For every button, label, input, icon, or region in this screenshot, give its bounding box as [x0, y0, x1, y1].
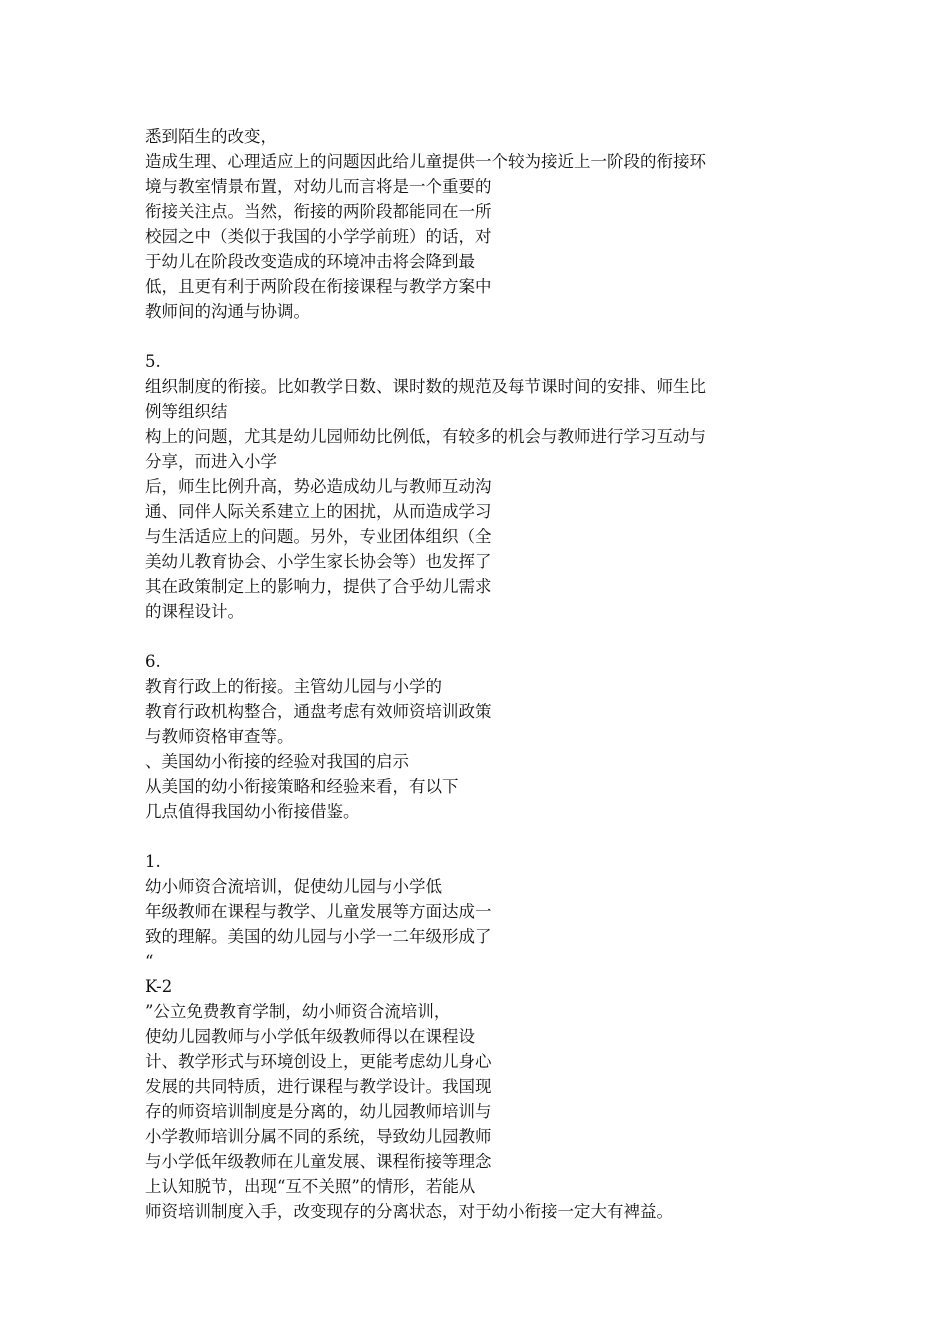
- text-line: 上认知脱节，出现“互不关照”的情形，若能从: [145, 1177, 476, 1196]
- text-line: K-2: [145, 977, 173, 996]
- text-line: 后，师生比例升高，势必造成幼儿与教师互动沟: [145, 477, 492, 496]
- text-line: “: [145, 952, 154, 971]
- text-line: 小学教师培训分属不同的系统，导致幼儿园教师: [145, 1127, 492, 1146]
- paragraph-gap: [145, 324, 825, 349]
- text-line: 6.: [145, 652, 161, 671]
- text-line: 从美国的幼小衔接策略和经验来看，有以下: [145, 777, 459, 796]
- text-line: 存的师资培训制度是分离的，幼儿园教师培训与: [145, 1102, 492, 1121]
- text-line: 发展的共同特质，进行课程与教学设计。我国现: [145, 1077, 492, 1096]
- text-line: 美幼儿教育协会、小学生家长协会等）也发挥了: [145, 552, 492, 571]
- text-line: 低，且更有利于两阶段在衔接课程与教学方案中: [145, 277, 492, 296]
- text-line: 衔接关注点。当然，衔接的两阶段都能同在一所: [145, 202, 492, 221]
- text-line: 造成生理、心理适应上的问题因此给儿童提供一个较为接近上一阶段的衔接环: [145, 152, 706, 171]
- text-line: 于幼儿在阶段改变造成的环境冲击将会降到最: [145, 252, 475, 271]
- text-line: 其在政策制定上的影响力，提供了合乎幼儿需求: [145, 577, 492, 596]
- text-line: 与教师资格审查等。: [145, 727, 294, 746]
- paragraph: [145, 349, 825, 624]
- text-line: 、美国幼小衔接的经验对我国的启示: [145, 752, 409, 771]
- text-line: 组织制度的衔接。比如教学日数、课时数的规范及每节课时间的安排、师生比: [145, 377, 706, 396]
- text-line: 计、教学形式与环境创设上，更能考虑幼儿身心: [145, 1052, 492, 1071]
- text-line: 悉到陌生的改变，: [145, 127, 277, 146]
- text-line: 几点值得我国幼小衔接借鉴。: [145, 802, 360, 821]
- text-line: 与生活适应上的问题。另外，专业团体组织（全: [145, 527, 492, 546]
- text-line: 年级教师在课程与教学、儿童发展等方面达成一: [145, 902, 492, 921]
- document-body: [145, 124, 825, 1224]
- text-line: 与小学低年级教师在儿童发展、课程衔接等理念: [145, 1152, 492, 1171]
- paragraph-gap: [145, 824, 825, 849]
- text-line: 使幼儿园教师与小学低年级教师得以在课程设: [145, 1027, 475, 1046]
- text-line: ”公立免费教育学制，幼小师资合流培训，: [145, 1002, 451, 1021]
- text-line: 教育行政上的衔接。主管幼儿园与小学的: [145, 677, 442, 696]
- text-line: 1.: [145, 852, 161, 871]
- text-line: 5.: [145, 352, 161, 371]
- text-line: 境与教室情景布置，对幼儿而言将是一个重要的: [145, 177, 492, 196]
- paragraph-gap: [145, 624, 825, 649]
- text-line: 校园之中（类似于我国的小学学前班）的话，对: [145, 227, 492, 246]
- text-line: 致的理解。美国的幼儿园与小学一二年级形成了: [145, 927, 492, 946]
- text-line: 幼小师资合流培训，促使幼儿园与小学低: [145, 877, 442, 896]
- text-line: 的课程设计。: [145, 602, 244, 621]
- text-line: 教育行政机构整合，通盘考虑有效师资培训政策: [145, 702, 492, 721]
- text-line: 分享，而进入小学: [145, 452, 277, 471]
- paragraph: [145, 849, 825, 1224]
- text-line: 教师间的沟通与协调。: [145, 302, 310, 321]
- text-line: 构上的问题，尤其是幼儿园师幼比例低，有较多的机会与教师进行学习互动与: [145, 427, 706, 446]
- text-line: 例等组织结: [145, 402, 228, 421]
- text-line: 师资培训制度入手，改变现存的分离状态，对于幼小衔接一定大有裨益。: [145, 1202, 673, 1221]
- paragraph: [145, 649, 825, 824]
- text-line: 通、同伴人际关系建立上的困扰，从而造成学习: [145, 502, 492, 521]
- paragraph: [145, 124, 825, 324]
